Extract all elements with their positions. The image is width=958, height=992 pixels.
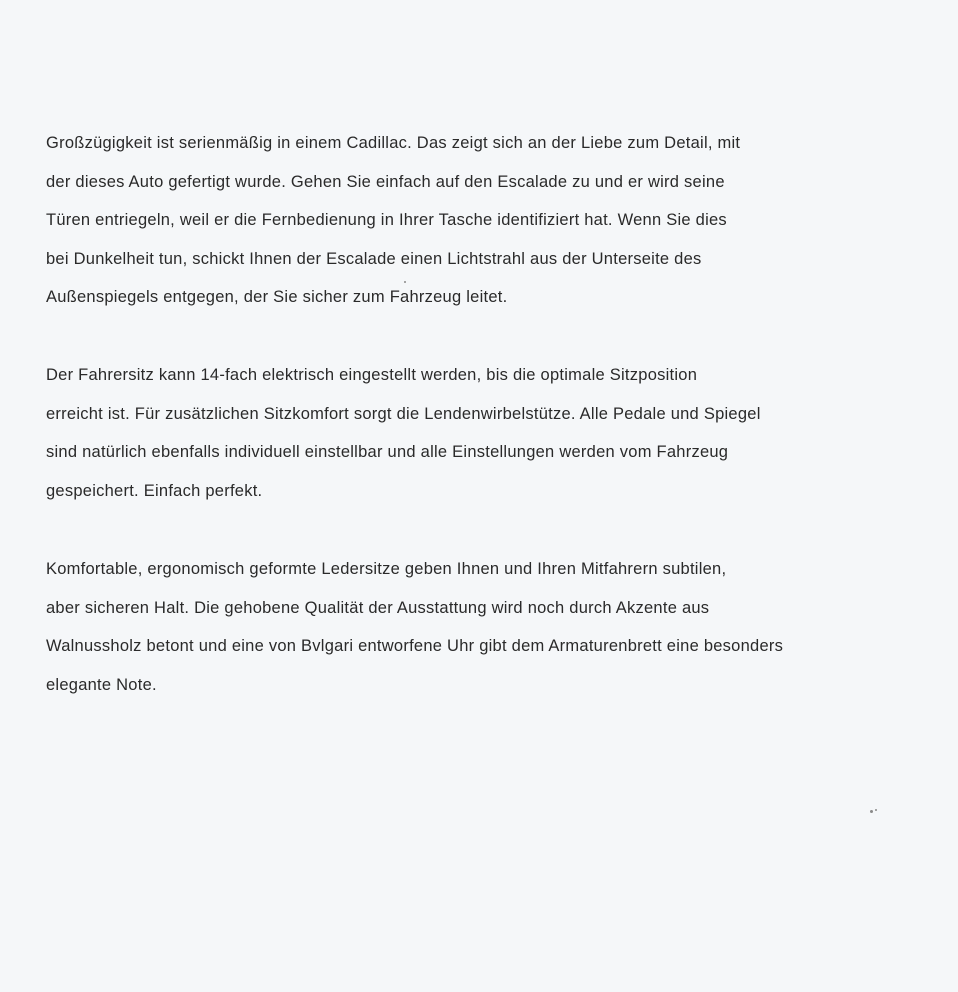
scan-speck [875, 809, 877, 811]
paragraph-line: Außenspiegels entgegen, der Sie sicher zum Fahrzeug leitet. [46, 288, 508, 306]
paragraph-line: gespeichert. Einfach perfekt. [46, 481, 263, 500]
paragraph-line: bei Dunkelheit tun, schickt Ihnen der Escalade einen Lichtstrahl aus der Unterseite des [46, 249, 702, 268]
paragraph-line: Der Fahrersitz kann 14-fach elektrisch eingestellt werden, bis die optimale Sitzposition [46, 366, 698, 384]
paragraph-3 [46, 550, 926, 704]
paragraph-line: elegante Note. [46, 675, 157, 694]
paragraph-1 [46, 124, 926, 317]
paragraph-line: sind natürlich ebenfalls individuell einstellbar und alle Einstellungen werden vom Fahrzeug [46, 443, 729, 461]
paragraph-line: Türen entriegeln, weil er die Fernbedienung in Ihrer Tasche identifiziert hat. Wenn Sie dies [46, 211, 727, 229]
paragraph-line: aber sicheren Halt. Die gehobene Qualität der Ausstattung wird noch durch Akzente aus [46, 598, 710, 617]
paragraph-line: Walnussholz betont und eine von Bvlgari entworfene Uhr gibt dem Armaturenbrett eine besonders [46, 637, 784, 655]
scan-speck [870, 810, 873, 813]
paragraph-line: erreicht ist. Für zusätzlichen Sitzkomfort sorgt die Lendenwirbelstütze. Alle Pedale und Spiegel [46, 404, 761, 423]
paragraph-line: Komfortable, ergonomisch geformte Ledersitze geben Ihnen und Ihren Mitfahrern subtilen, [46, 560, 727, 578]
paragraph-line: Großzügigkeit ist serienmäßig in einem Cadillac. Das zeigt sich an der Liebe zum Detail, mit [46, 134, 741, 152]
scan-speck [404, 281, 406, 283]
paragraph-line: der dieses Auto gefertigt wurde. Gehen Sie einfach auf den Escalade zu und er wird seine [46, 172, 725, 191]
paragraph-2 [46, 356, 926, 510]
